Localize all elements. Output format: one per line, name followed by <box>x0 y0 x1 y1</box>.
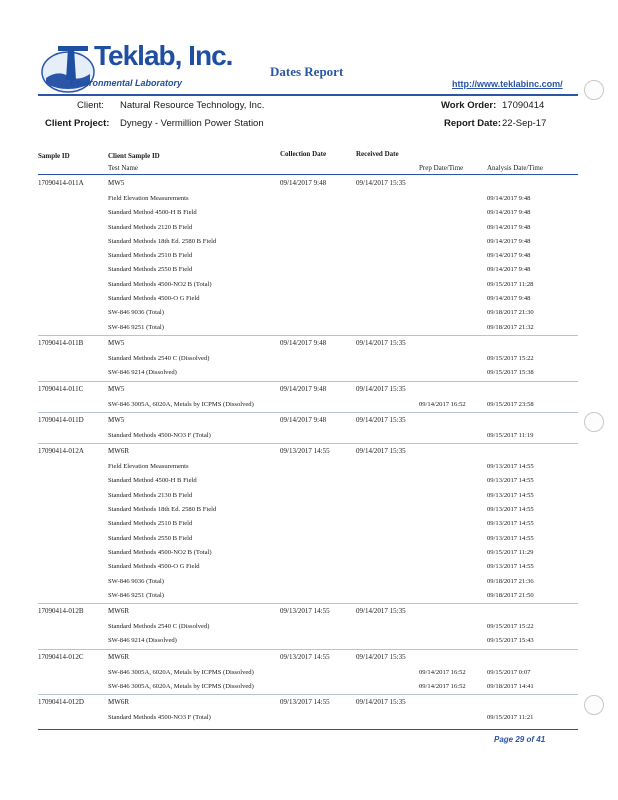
work-order-value: 17090414 <box>502 100 545 111</box>
test-name: Standard Method 4500-H B Field <box>108 477 197 485</box>
analysis-date: 09/15/2017 15:22 <box>487 623 534 631</box>
test-row <box>38 235 578 249</box>
col-test-name: Test Name <box>108 164 139 172</box>
test-name: Standard Method 4500-H B Field <box>108 209 197 217</box>
analysis-date: 09/13/2017 14:55 <box>487 477 534 485</box>
received-date: 09/14/2017 15:35 <box>356 698 406 707</box>
punch-hole <box>584 412 604 432</box>
analysis-date: 09/14/2017 9:48 <box>487 237 531 245</box>
test-name: SW-846 9251 (Total) <box>108 323 164 331</box>
test-row <box>38 532 578 546</box>
received-date: 09/14/2017 15:35 <box>356 607 406 616</box>
test-row <box>38 503 578 517</box>
client-sample-id: MW5 <box>108 384 125 393</box>
page-number: Page 29 of 41 <box>494 735 546 744</box>
sample-id: 17090414-012C <box>38 652 84 661</box>
footer-rule <box>38 729 578 730</box>
test-name: Standard Methods 2510 B Field <box>108 520 193 528</box>
project-label: Client Project: <box>45 118 110 129</box>
col-prep-date: Prep Date/Time <box>419 164 464 172</box>
analysis-date: 09/14/2017 9:48 <box>487 266 531 274</box>
test-row <box>38 292 578 306</box>
test-name: Standard Methods 2550 B Field <box>108 534 193 542</box>
analysis-date: 09/15/2017 0:07 <box>487 668 531 676</box>
punch-hole <box>584 695 604 715</box>
test-name: Standard Methods 4500-NO3 F (Total) <box>108 714 211 722</box>
client-sample-id: MW5 <box>108 415 125 424</box>
prep-date: 09/14/2017 16:52 <box>419 400 466 408</box>
sample-id: 17090414-011D <box>38 415 84 424</box>
header-rule <box>38 94 578 96</box>
test-row <box>38 206 578 220</box>
col-analysis-date: Analysis Date/Time <box>487 164 543 172</box>
analysis-date: 09/13/2017 14:55 <box>487 534 534 542</box>
logo-tagline: Environmental Laboratory <box>70 78 183 88</box>
analysis-date: 09/15/2017 11:29 <box>487 548 534 556</box>
report-date-value: 22-Sep-17 <box>502 118 547 129</box>
analysis-date: 09/15/2017 11:19 <box>487 431 534 439</box>
test-row <box>38 306 578 320</box>
client-sample-id: MW5 <box>108 179 125 187</box>
test-row <box>38 575 578 589</box>
collection-date: 09/13/2017 14:55 <box>280 698 330 707</box>
test-row <box>38 560 578 574</box>
test-row <box>38 398 578 412</box>
test-name: Field Elevation Measurements <box>108 195 189 202</box>
analysis-date: 09/14/2017 9:48 <box>487 252 531 260</box>
received-date: 09/14/2017 15:35 <box>356 179 406 187</box>
test-name: SW-846 9214 (Dissolved) <box>108 369 177 377</box>
test-name: Field Elevation Measurements <box>108 463 189 471</box>
test-row <box>38 249 578 263</box>
analysis-date: 09/15/2017 15:43 <box>487 637 534 645</box>
test-row <box>38 460 578 474</box>
sample-row <box>38 335 578 352</box>
analysis-date: 09/18/2017 21:36 <box>487 577 534 585</box>
test-row <box>38 221 578 235</box>
analysis-date: 09/15/2017 23:58 <box>487 400 534 408</box>
test-row <box>38 666 578 680</box>
received-date: 09/14/2017 15:35 <box>356 447 406 456</box>
sample-id: 17090414-012B <box>38 607 84 616</box>
report-date-label: Report Date: <box>444 118 502 129</box>
test-name: Standard Methods 2510 B Field <box>108 252 193 260</box>
col-client-sample-id: Client Sample ID <box>108 152 160 160</box>
analysis-date: 09/18/2017 21:50 <box>487 591 534 599</box>
received-date: 09/14/2017 15:35 <box>356 384 406 393</box>
client-value: Natural Resource Technology, Inc. <box>120 100 265 111</box>
analysis-date: 09/14/2017 9:48 <box>487 209 531 217</box>
sample-row <box>38 176 578 192</box>
sample-row <box>38 412 578 429</box>
sample-row <box>38 694 578 711</box>
test-name: Standard Methods 2120 B Field <box>108 223 193 231</box>
test-row <box>38 546 578 560</box>
client-sample-id: MW6R <box>108 447 129 456</box>
client-label: Client: <box>77 100 104 111</box>
test-row <box>38 192 578 206</box>
prep-date: 09/14/2017 16:52 <box>419 668 466 676</box>
received-date: 09/14/2017 15:35 <box>356 652 406 661</box>
collection-date: 09/13/2017 14:55 <box>280 607 330 616</box>
sample-id: 17090414-012D <box>38 698 84 707</box>
test-name: Standard Methods 2540 C (Dissolved) <box>108 623 210 631</box>
analysis-date: 09/18/2017 21:30 <box>487 309 534 317</box>
test-row <box>38 321 578 335</box>
test-row <box>38 474 578 488</box>
analysis-date: 09/13/2017 14:55 <box>487 520 534 528</box>
test-name: Standard Methods 4500-NO3 F (Total) <box>108 431 211 439</box>
dates-table <box>38 176 578 726</box>
collection-date: 09/14/2017 9:48 <box>280 179 327 187</box>
analysis-date: 09/14/2017 9:48 <box>487 295 531 303</box>
test-name: Standard Methods 18th Ed. 2580 B Field <box>108 506 217 514</box>
received-date: 09/14/2017 15:35 <box>356 415 406 424</box>
test-name: SW-846 9036 (Total) <box>108 309 164 317</box>
col-sample-id: Sample ID <box>38 152 70 160</box>
sample-id: 17090414-011C <box>38 384 84 393</box>
report-title: Dates Report <box>270 64 344 79</box>
analysis-date: 09/18/2017 21:32 <box>487 323 534 331</box>
test-name: SW-846 9214 (Dissolved) <box>108 637 177 645</box>
collection-date: 09/13/2017 14:55 <box>280 652 330 661</box>
test-row <box>38 517 578 531</box>
col-collection-date: Collection Date <box>280 150 327 158</box>
test-name: Standard Methods 4500-O G Field <box>108 295 200 303</box>
website-link[interactable]: http://www.teklabinc.com/ <box>452 79 563 89</box>
test-name: SW-846 9036 (Total) <box>108 577 164 585</box>
sample-row <box>38 649 578 666</box>
analysis-date: 09/15/2017 15:22 <box>487 354 534 362</box>
column-rule <box>38 174 578 175</box>
sample-id: 17090414-012A <box>38 447 84 456</box>
analysis-date: 09/14/2017 9:48 <box>487 195 531 202</box>
test-name: Standard Methods 4500-O G Field <box>108 563 200 571</box>
test-name: Standard Methods 18th Ed. 2580 B Field <box>108 237 217 245</box>
analysis-date: 09/13/2017 14:55 <box>487 563 534 571</box>
sample-row <box>38 381 578 398</box>
collection-date: 09/14/2017 9:48 <box>280 384 327 393</box>
sample-row <box>38 443 578 460</box>
test-name: Standard Methods 2550 B Field <box>108 266 193 274</box>
client-sample-id: MW6R <box>108 652 129 661</box>
test-name: SW-846 3005A, 6020A, Metals by ICPMS (Dissolved) <box>108 400 254 408</box>
test-row <box>38 366 578 380</box>
test-row <box>38 620 578 634</box>
collection-date: 09/13/2017 14:55 <box>280 447 330 456</box>
test-name: Standard Methods 4500-NO2 B (Total) <box>108 548 212 556</box>
test-row <box>38 352 578 366</box>
sample-row <box>38 603 578 620</box>
analysis-date: 09/15/2017 15:38 <box>487 369 534 377</box>
analysis-date: 09/13/2017 14:55 <box>487 506 534 514</box>
analysis-date: 09/14/2017 9:48 <box>487 223 531 231</box>
test-row <box>38 711 578 725</box>
client-sample-id: MW6R <box>108 607 129 616</box>
test-name: Standard Methods 2540 C (Dissolved) <box>108 354 210 362</box>
sample-id: 17090414-011B <box>38 338 84 347</box>
test-row <box>38 263 578 277</box>
collection-date: 09/14/2017 9:48 <box>280 338 327 347</box>
punch-hole <box>584 80 604 100</box>
analysis-date: 09/13/2017 14:55 <box>487 491 534 499</box>
test-row <box>38 634 578 648</box>
test-name: Standard Methods 4500-NO2 B (Total) <box>108 280 212 288</box>
client-sample-id: MW6R <box>108 698 129 707</box>
test-row <box>38 489 578 503</box>
test-name: SW-846 3005A, 6020A, Metals by ICPMS (Dissolved) <box>108 683 254 691</box>
test-name: Standard Methods 2130 B Field <box>108 491 193 499</box>
test-row <box>38 589 578 603</box>
test-name: SW-846 3005A, 6020A, Metals by ICPMS (Dissolved) <box>108 668 254 676</box>
analysis-date: 09/15/2017 11:28 <box>487 280 534 288</box>
sample-id: 17090414-011A <box>38 179 84 187</box>
analysis-date: 09/15/2017 11:21 <box>487 714 534 722</box>
test-row <box>38 429 578 443</box>
prep-date: 09/14/2017 16:52 <box>419 683 466 691</box>
work-order-label: Work Order: <box>441 100 497 111</box>
project-value: Dynegy - Vermillion Power Station <box>120 118 264 129</box>
analysis-date: 09/13/2017 14:55 <box>487 463 534 471</box>
analysis-date: 09/18/2017 14:41 <box>487 683 534 691</box>
logo-wordmark: Teklab, Inc. <box>94 40 233 71</box>
collection-date: 09/14/2017 9:48 <box>280 415 327 424</box>
col-received-date: Received Date <box>356 150 399 158</box>
test-row <box>38 278 578 292</box>
client-sample-id: MW5 <box>108 338 125 347</box>
test-name: SW-846 9251 (Total) <box>108 591 164 599</box>
test-row <box>38 680 578 694</box>
received-date: 09/14/2017 15:35 <box>356 338 406 347</box>
